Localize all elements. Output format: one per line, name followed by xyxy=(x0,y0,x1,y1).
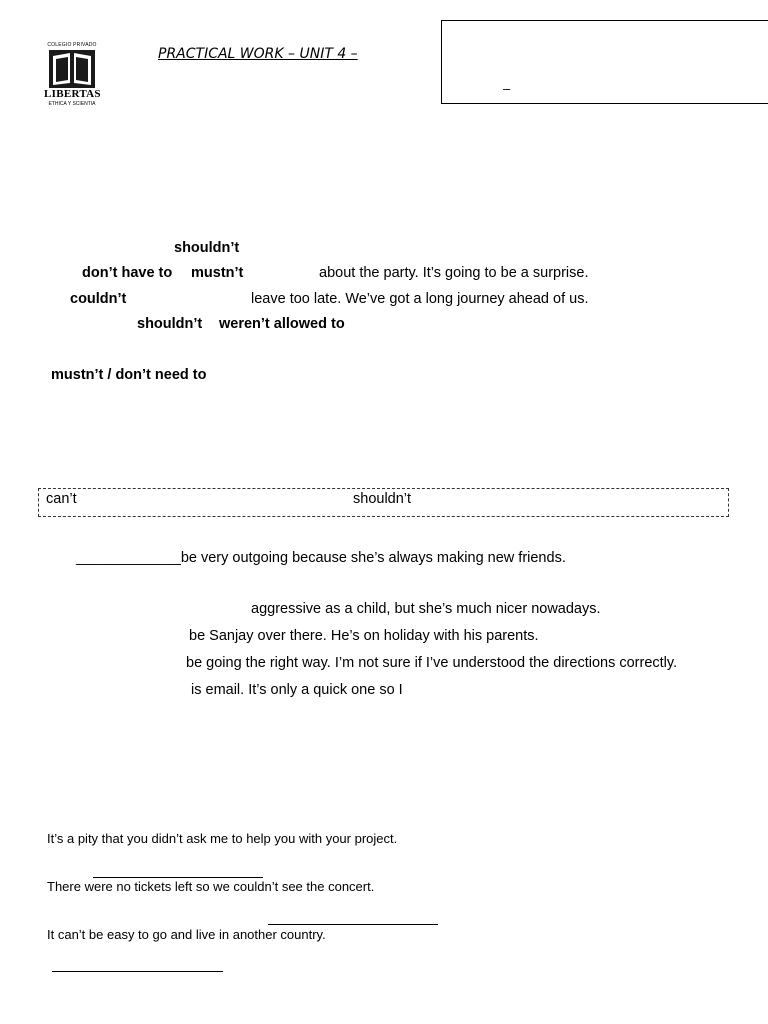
info-box-dash: – xyxy=(503,81,511,96)
ex2-sentence-4: is email. It’s only a quick one so I xyxy=(191,682,403,698)
ex3-sentence-2: There were no tickets left so we couldn’t see the concert. xyxy=(47,879,375,894)
ex2-sentence-2: be Sanjay over there. He’s on holiday with his parents. xyxy=(189,628,539,644)
ex3-sentence-1: It’s a pity that you didn’t ask me to help you with your project. xyxy=(47,831,398,846)
logo-name: LIBERTAS xyxy=(44,88,101,100)
answer-line-2[interactable] xyxy=(268,924,438,925)
ex2-sentence-1: aggressive as a child, but she’s much nicer nowadays. xyxy=(251,601,601,617)
word-box-cant: can’t xyxy=(46,491,77,507)
ex1-option-couldnt: couldn’t xyxy=(70,291,127,307)
logo-top-text: COLEGIO PRIVADO xyxy=(47,42,97,48)
page-title: PRACTICAL WORK – UNIT 4 – xyxy=(158,46,358,62)
student-info-box xyxy=(441,20,768,104)
school-logo xyxy=(44,42,100,112)
ex1-option-werent-allowed: weren’t allowed to xyxy=(219,316,345,332)
ex1-option-mustnt: mustn’t xyxy=(191,265,244,281)
ex3-sentence-3: It can’t be easy to go and live in another country. xyxy=(47,927,326,942)
logo-motto: ETHICA Y SCIENTIA xyxy=(48,101,96,107)
ex1-sentence-3: leave too late. We’ve got a long journey ahead of us. xyxy=(251,291,589,307)
ex1-option-dont-have-to: don’t have to xyxy=(82,265,173,281)
ex2-sentence-3: be going the right way. I’m not sure if I’ve understood the directions correctly. xyxy=(186,655,678,671)
answer-line-3[interactable] xyxy=(52,971,223,972)
ex1-option-shouldnt: shouldn’t xyxy=(174,240,240,256)
word-box-shouldnt: shouldn’t xyxy=(353,491,412,507)
ex2-example-sentence: _____________be very outgoing because she’s always making new friends. xyxy=(76,550,566,566)
book-icon xyxy=(49,50,95,88)
ex1-option-shouldnt-2: shouldn’t xyxy=(137,316,203,332)
answer-line-1[interactable] xyxy=(93,877,263,878)
ex1-sentence-2: about the party. It’s going to be a surprise. xyxy=(319,265,589,281)
ex1-option-mustnt-dont-need: mustn’t / don’t need to xyxy=(51,367,207,383)
